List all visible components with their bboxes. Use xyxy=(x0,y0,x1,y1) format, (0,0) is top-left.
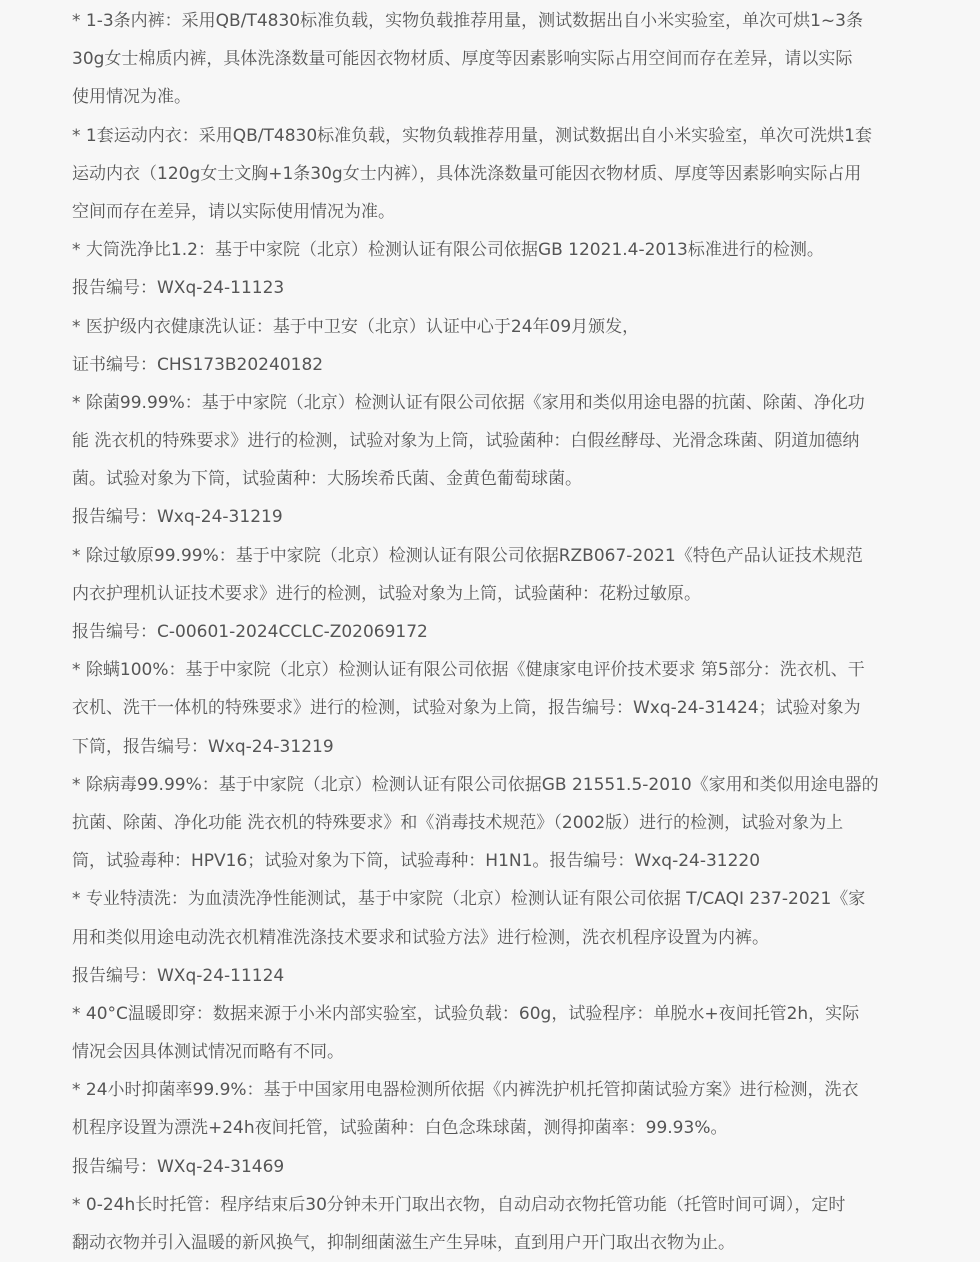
footnote-line: * 1-3条内裤：采用QB/T4830标准负载，实物负载推荐用量，测试数据出自小米实验室，单次可烘1~3条 xyxy=(72,11,863,31)
footnote-line: * 1套运动内衣：采用QB/T4830标准负载，实物负载推荐用量，测试数据出自小米实验室，单次可洗烘1套 xyxy=(72,125,872,146)
footnote-line: 内衣护理机认证技术要求》进行的检测，试验对象为上筒，试验菌种：花粉过敏原。 xyxy=(72,583,701,604)
footnote-line: 机程序设置为漂洗+24h夜间托管，试验菌种：白色念珠球菌，测得抑菌率：99.93%。 xyxy=(72,1118,728,1139)
report-number-line: 报告编号：WXq-24-31469 xyxy=(72,1156,285,1177)
footnote-line: 能 洗衣机的特殊要求》进行的检测，试验对象为上筒，试验菌种：白假丝酵母、光滑念珠菌、阴道加德纳 xyxy=(72,431,860,452)
report-number-line: 报告编号：Wxq-24-31219 xyxy=(72,507,283,528)
footnote-line: * 24小时抑菌率99.9%：基于中国家用电器检测所依据《内裤洗护机托管抑菌试验方案》进行检测，洗衣 xyxy=(72,1080,859,1101)
report-number-line: 报告编号：WXq-24-11124 xyxy=(72,965,285,986)
footnote-line: * 除病毒99.99%：基于中家院（北京）检测认证有限公司依据GB 21551.5-2010《家用和类似用途电器的 xyxy=(72,774,879,795)
footnote-line: 抗菌、除菌、净化功能 洗衣机的特殊要求》和《消毒技术规范》（2002版）进行的检测，试验对象为上 xyxy=(72,812,844,833)
footnote-line: 菌。试验对象为下筒，试验菌种：大肠埃希氏菌、金黄色葡萄球菌。 xyxy=(72,469,582,490)
footnote-line: 空间而存在差异，请以实际使用情况为准。 xyxy=(72,201,395,222)
footnote-line: * 40°C温暖即穿：数据来源于小米内部实验室，试验负载：60g，试验程序：单脱水+夜间托管2h，实际 xyxy=(72,1003,860,1024)
footnote-line: * 除过敏原99.99%：基于中家院（北京）检测认证有限公司依据RZB067-2021《特色产品认证技术规范 xyxy=(72,545,863,566)
report-number-line: 报告编号：C-00601-2024CCLC-Z02069172 xyxy=(72,622,428,642)
footnote-line: 情况会因具体测试情况而略有不同。 xyxy=(72,1042,344,1063)
footnote-line: 衣机、洗干一体机的特殊要求》进行的检测，试验对象为上筒，报告编号：Wxq-24-31424；试验对象为 xyxy=(72,698,861,719)
report-number-line: 报告编号：WXq-24-11123 xyxy=(72,278,285,299)
footnote-line: * 专业特渍洗：为血渍洗净性能测试，基于中家院（北京）检测认证有限公司依据 T/CAQI 237-2021《家 xyxy=(72,889,866,910)
footnote-line: * 0-24h长时托管：程序结束后30分钟未开门取出衣物，自动启动衣物托管功能（托管时间可调），定时 xyxy=(72,1194,846,1215)
footnote-line: 下筒，报告编号：Wxq-24-31219 xyxy=(72,736,334,757)
footnote-line: * 医护级内衣健康洗认证：基于中卫安（北京）认证中心于24年09月颁发， xyxy=(72,316,640,337)
footnote-line: * 大筒洗净比1.2：基于中家院（北京）检测认证有限公司依据GB 12021.4-2013标准进行的检测。 xyxy=(72,240,824,261)
footnote-line: * 除菌99.99%：基于中家院（北京）检测认证有限公司依据《家用和类似用途电器的抗菌、除菌、净化功 xyxy=(72,392,865,413)
footnote-line: 30g女士棉质内裤，具体洗涤数量可能因衣物材质、厚度等因素影响实际占用空间而存在差异，请以实际 xyxy=(72,49,853,70)
footnote-line: * 除螨100%：基于中家院（北京）检测认证有限公司依据《健康家电评价技术要求 第5部分：洗衣机、干 xyxy=(72,660,865,681)
footnote-line: 使用情况为准。 xyxy=(72,87,191,108)
footnote-line: 运动内衣（120g女士文胸+1条30g女士内裤），具体洗涤数量可能因衣物材质、厚度等因素影响实际占用 xyxy=(72,163,862,184)
certificate-number-line: 证书编号：CHS173B20240182 xyxy=(72,354,324,375)
footnote-line: 用和类似用途电动洗衣机精准洗涤技术要求和试验方法》进行检测，洗衣机程序设置为内裤。 xyxy=(72,927,769,948)
footnote-line: 翻动衣物并引入温暖的新风换气，抑制细菌滋生产生异味，直到用户开门取出衣物为止。 xyxy=(72,1233,735,1253)
footnotes-document xyxy=(72,2,912,1262)
footnote-line: 筒，试验毒种：HPV16；试验对象为下筒，试验毒种：H1N1。报告编号：Wxq-24-31220 xyxy=(72,851,761,872)
